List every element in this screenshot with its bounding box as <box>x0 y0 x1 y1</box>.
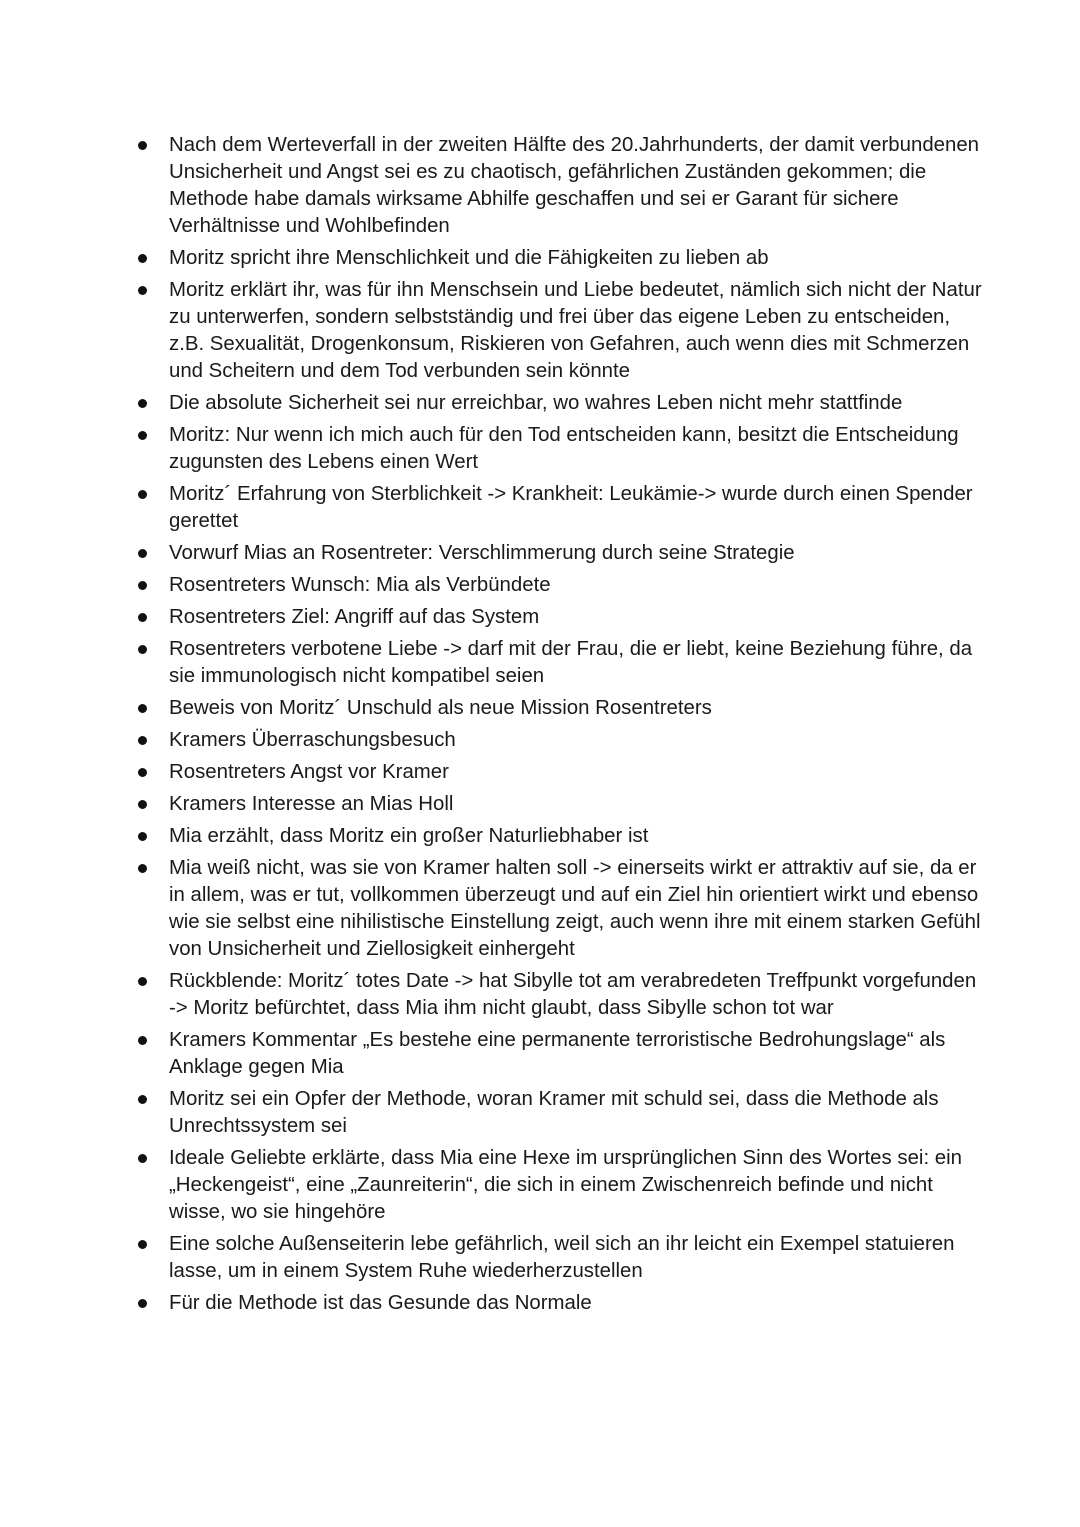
bullet-icon <box>138 431 147 440</box>
list-item-text: Moritz: Nur wenn ich mich auch für den Tod entscheiden kann, besitzt die Entscheidung zugunsten des Lebens einen Wert <box>169 424 959 473</box>
list-item <box>138 422 983 476</box>
bullet-icon <box>138 704 147 713</box>
bullet-icon <box>138 141 147 150</box>
bullet-icon <box>138 864 147 873</box>
bullet-icon <box>138 1154 147 1163</box>
bullet-icon <box>138 1299 147 1308</box>
list-item-text: Kramers Kommentar „Es bestehe eine permanente terroristische Bedrohungslage“ als Anklage gegen Mia <box>169 1029 946 1078</box>
list-item-text: Für die Methode ist das Gesunde das Normale <box>169 1292 592 1314</box>
bullet-icon <box>138 1095 147 1104</box>
list-item-text: Moritz spricht ihre Menschlichkeit und die Fähigkeiten zu lieben ab <box>169 247 769 269</box>
list-item-text: Rosentreters Angst vor Kramer <box>169 761 449 783</box>
bullet-icon <box>138 645 147 654</box>
bullet-icon <box>138 254 147 263</box>
bullet-icon <box>138 490 147 499</box>
list-item-text: Ideale Geliebte erklärte, dass Mia eine Hexe im ursprünglichen Sinn des Wortes sei: ein „Heckengeist“, eine „Zaunreiterin“, die sich in einem Zwischenreich befinde und nicht wisse, wo sie hingehöre <box>169 1147 962 1223</box>
list-item <box>138 277 983 385</box>
list-item <box>138 572 983 599</box>
list-item-text: Moritz´ Erfahrung von Sterblichkeit -> Krankheit: Leukämie-> wurde durch einen Spender gerettet <box>169 483 973 532</box>
list-item-text: Nach dem Werteverfall in der zweiten Hälfte des 20.Jahrhunderts, der damit verbundenen Unsicherheit und Angst sei es zu chaotisch, gefährlichen Zuständen gekommen; die Methode habe damals wirksame Abhilfe geschaffen und sei er Garant für sichere Verhältnisse und Wohlbefinden <box>169 134 980 237</box>
list-item-text: Moritz erklärt ihr, was für ihn Menschsein und Liebe bedeutet, nämlich sich nicht der Natur zu unterwerfen, sondern selbstständig und frei über das eigene Leben zu entscheiden, z.B. Sexualität, Drogenkonsum, Riskieren von Gefahren, auch wenn dies mit Schmerzen und Scheitern und dem Tod verbunden sein könnte <box>169 279 982 382</box>
list-item <box>138 968 983 1022</box>
bullet-icon <box>138 1240 147 1249</box>
bullet-icon <box>138 286 147 295</box>
bullet-icon <box>138 549 147 558</box>
list-item <box>138 540 983 567</box>
list-item-text: Rosentreters Wunsch: Mia als Verbündete <box>169 574 551 596</box>
list-item <box>138 695 983 722</box>
list-item <box>138 636 983 690</box>
bullet-icon <box>138 977 147 986</box>
list-item-text: Rückblende: Moritz´ totes Date -> hat Sibylle tot am verabredeten Treffpunkt vorgefunden -> Moritz befürchtet, dass Mia ihm nicht glaubt, dass Sibylle schon tot war <box>169 970 977 1019</box>
list-item-text: Kramers Überraschungsbesuch <box>169 729 456 751</box>
list-item <box>138 481 983 535</box>
bullet-icon <box>138 1036 147 1045</box>
list-item <box>138 245 983 272</box>
list-item-text: Kramers Interesse an Mias Holl <box>169 793 454 815</box>
bullet-icon <box>138 399 147 408</box>
list-item-text: Eine solche Außenseiterin lebe gefährlich, weil sich an ihr leicht ein Exempel statuieren lasse, um in einem System Ruhe wiederherzustellen <box>169 1233 955 1282</box>
list-item <box>138 759 983 786</box>
list-item-text: Mia weiß nicht, was sie von Kramer halten soll -> einerseits wirkt er attraktiv auf sie, da er in allem, was er tut, vollkommen überzeugt und auf ein Ziel hin orientiert wirkt und ebenso wie sie selbst eine nihilistische Einstellung zeigt, auch wenn ihre mit einem starken Gefühl von Unsicherheit und Ziellosigkeit einhergeht <box>169 857 981 960</box>
list-item-text: Vorwurf Mias an Rosentreter: Verschlimmerung durch seine Strategie <box>169 542 795 564</box>
list-item <box>138 390 983 417</box>
list-item-text: Moritz sei ein Opfer der Methode, woran Kramer mit schuld sei, dass die Methode als Unrechtssystem sei <box>169 1088 939 1137</box>
bullet-icon <box>138 800 147 809</box>
list-item-text: Rosentreters verbotene Liebe -> darf mit der Frau, die er liebt, keine Beziehung führe, da sie immunologisch nicht kompatibel seien <box>169 638 973 687</box>
bullet-icon <box>138 736 147 745</box>
list-item <box>138 1290 983 1317</box>
list-item <box>138 1027 983 1081</box>
list-item <box>138 791 983 818</box>
list-item <box>138 1231 983 1285</box>
list-item <box>138 855 983 963</box>
list-item <box>138 1086 983 1140</box>
list-item <box>138 1145 983 1226</box>
list-item <box>138 823 983 850</box>
list-item <box>138 132 983 240</box>
list-item <box>138 604 983 631</box>
list-item-text: Mia erzählt, dass Moritz ein großer Naturliebhaber ist <box>169 825 649 847</box>
list-item-text: Die absolute Sicherheit sei nur erreichbar, wo wahres Leben nicht mehr stattfinde <box>169 392 903 414</box>
bullet-list <box>138 132 983 1322</box>
bullet-icon <box>138 613 147 622</box>
list-item-text: Rosentreters Ziel: Angriff auf das System <box>169 606 540 628</box>
bullet-icon <box>138 768 147 777</box>
bullet-icon <box>138 832 147 841</box>
list-item <box>138 727 983 754</box>
list-item-text: Beweis von Moritz´ Unschuld als neue Mission Rosentreters <box>169 697 712 719</box>
bullet-icon <box>138 581 147 590</box>
